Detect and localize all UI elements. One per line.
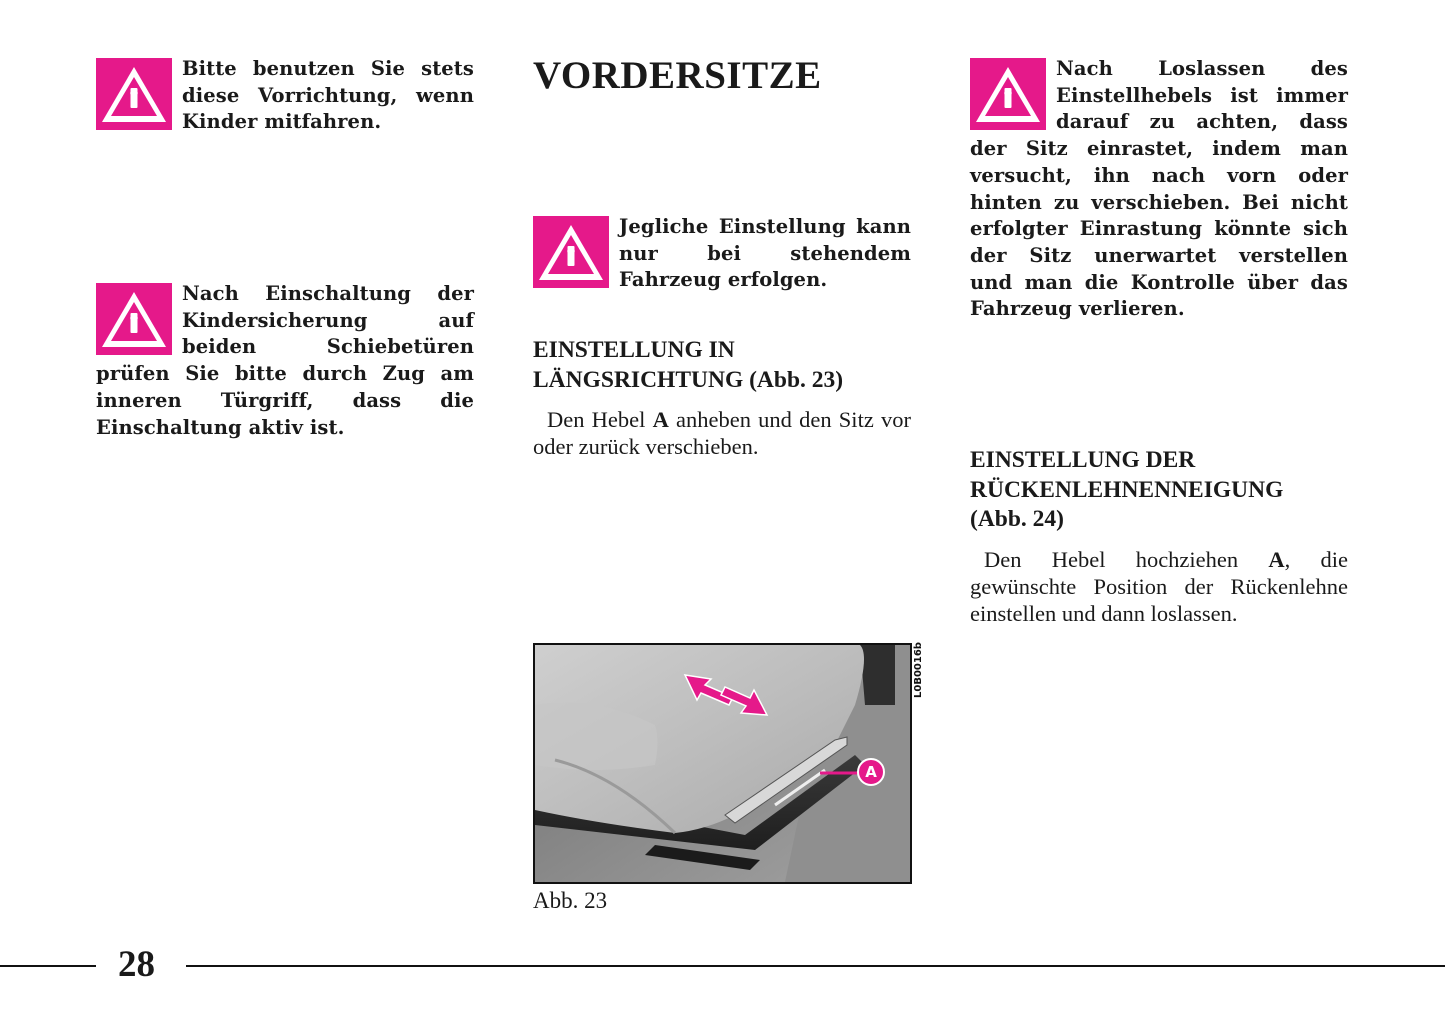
seat-figure (533, 643, 912, 884)
section-body-backrest (970, 546, 1348, 627)
page-title: VORDERSITZE (533, 54, 822, 97)
warning-triangle-icon (533, 216, 609, 288)
heading-line: (Abb. 24) (970, 506, 1065, 532)
warning-text: Nach Einschaltung der Kindersicherung auf beiden Schiebetüren prüfen Sie bitte durch Zug am inneren Türgriff, dass die Einschaltung aktiv ist. (96, 282, 474, 439)
warning-block-child-usage (96, 56, 474, 136)
warning-triangle-icon (96, 283, 172, 355)
warning-triangle-icon (96, 58, 172, 130)
heading-line: EINSTELLUNG IN (533, 337, 735, 363)
warning-block-child-lock (96, 281, 474, 441)
body-text: Den Hebel hochziehen (984, 547, 1269, 572)
heading-line: RÜCKENLEHNENNEIGUNG (970, 476, 1284, 503)
heading-line: EINSTELLUNG DER (970, 447, 1196, 473)
page-number: 28 (118, 944, 155, 985)
lever-label: A (652, 407, 669, 432)
heading-line: LÄNGSRICHTUNG (Abb. 23) (533, 366, 844, 393)
body-text: anheben und den Sitz vor oder zurück verschieben. (533, 407, 911, 459)
section-body-longitudinal (533, 406, 911, 460)
warning-block-seat-lock (970, 56, 1348, 323)
section-heading-longitudinal (533, 336, 913, 395)
footer-rule-right (186, 965, 1445, 967)
body-text: Den Hebel (547, 407, 653, 432)
warning-block-vehicle-stationary (533, 214, 911, 294)
lever-callout-label: A (857, 758, 885, 786)
figure-code: L0B0016b (913, 642, 924, 698)
body-text: , die gewünschte Position der Rückenlehne einstellen und dann loslassen. (970, 547, 1348, 626)
seat-illustration (535, 645, 910, 882)
footer-rule-left (0, 965, 96, 967)
warning-text: Nach Loslassen des Einstellhebels ist immer darauf zu achten, dass der Sitz einrastet, indem man versucht, ihn nach vorn oder hinten zu verschieben. Bei nicht erfolgter Einrastung könnte sich der Sitz unerwartet verstellen und man die Kontrolle über das Fahrzeug verlieren. (970, 57, 1348, 321)
warning-text: Jegliche Einstellung kann nur bei stehendem Fahrzeug erfolgen. (619, 215, 911, 292)
section-heading-backrest (970, 446, 1350, 535)
lever-label: A (1268, 547, 1285, 572)
figure-caption: Abb. 23 (533, 888, 608, 913)
warning-text: Bitte benutzen Sie stets diese Vorrichtung, wenn Kinder mitfahren. (182, 57, 474, 134)
warning-triangle-icon (970, 58, 1046, 130)
